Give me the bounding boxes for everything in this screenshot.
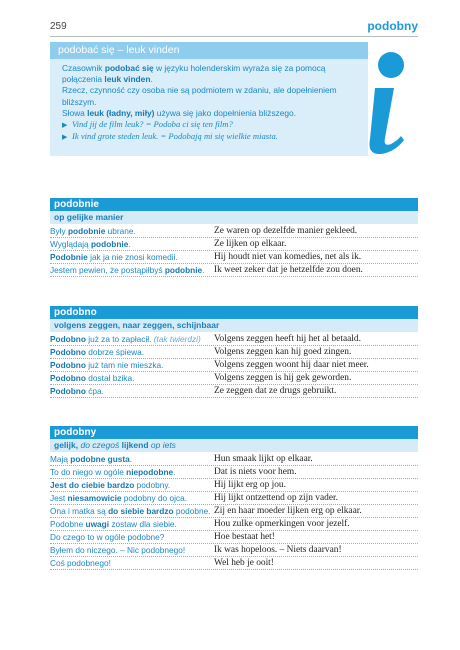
example-row	[50, 466, 418, 479]
text-run: Podobno	[50, 360, 86, 370]
dutch-translation: Hij lijkt ontzettend op zijn vader.	[214, 493, 338, 503]
info-paragraph-3: Słowa leuk (ładny, miły) używa się jako dopełnienia bliższego.	[62, 107, 296, 118]
info-box-title: podobać się – leuk vinden	[50, 42, 368, 59]
text-run: Podobne	[50, 519, 86, 529]
text-run: zostaw dla siebie.	[109, 519, 177, 529]
text-run: .	[173, 467, 176, 477]
text-run: Wyglądają	[50, 239, 91, 249]
dutch-translation: Dat is niets voor hem.	[214, 467, 297, 477]
info-i-icon	[353, 48, 415, 158]
example-row	[50, 385, 418, 398]
example-row	[50, 346, 418, 359]
text-run: podobnie	[90, 239, 129, 249]
polish-example	[50, 466, 214, 478]
entry-subtitle	[50, 211, 418, 225]
dutch-translation: Ze zeggen dat ze drugs gebruikt.	[214, 386, 337, 396]
text-run: podobnie	[164, 265, 203, 275]
running-headword: podobny	[367, 19, 418, 33]
dutch-translation: Hun smaak lijkt op elkaar.	[214, 454, 313, 464]
polish-example	[50, 518, 214, 530]
text-run: ćpa.	[85, 386, 104, 396]
polish-example	[50, 372, 214, 384]
text-run: (tak twierdzi)	[153, 334, 201, 344]
text-run: podobny.	[134, 480, 171, 490]
polish-example	[50, 264, 214, 276]
example-row	[50, 531, 418, 544]
text-run: Jestem pewien, że postąpiłbyś	[50, 265, 165, 275]
entry-podobnie	[50, 198, 418, 277]
text-run: Były	[50, 226, 68, 236]
polish-example	[50, 453, 214, 465]
polish-example	[50, 238, 214, 250]
entry-podobno	[50, 306, 418, 398]
text-run: volgens zeggen, naar zeggen, schijnbaar	[54, 320, 220, 330]
page-number: 259	[50, 21, 67, 32]
example-row	[50, 518, 418, 531]
text-run: Jest do ciebie bardzo	[50, 480, 135, 490]
dutch-translation: Hou zulke opmerkingen voor jezelf.	[214, 519, 350, 529]
dutch-translation: Ik was hopeloos. – Niets daarvan!	[214, 545, 342, 555]
polish-example	[50, 346, 214, 358]
example-row	[50, 492, 418, 505]
text-run: Podobno	[50, 334, 86, 344]
text-run: Podobno	[50, 386, 86, 396]
dutch-translation: Volgens zeggen kan hij goed zingen.	[214, 347, 352, 357]
polish-example	[50, 544, 214, 556]
example-row	[50, 372, 418, 385]
entry-title: podobny	[50, 426, 418, 439]
entry-podobny	[50, 426, 418, 570]
entry-subtitle	[50, 319, 418, 333]
grammar-info-box	[50, 42, 368, 156]
example-row	[50, 557, 418, 570]
text-run: podobne	[70, 454, 106, 464]
text-run: Do czego to w ogóle podobne?	[50, 532, 165, 542]
dutch-translation: Wel heb je ooit!	[214, 558, 274, 568]
header-rule	[50, 36, 418, 37]
polish-example	[50, 505, 214, 517]
text-run: do siebie bardzo	[108, 506, 174, 516]
text-run: Mają	[50, 454, 71, 464]
text-run: .	[128, 239, 131, 249]
dutch-translation: Hij lijkt erg op jou.	[214, 480, 286, 490]
dutch-translation: Volgens zeggen heeft hij het al betaald.	[214, 334, 361, 344]
info-paragraph-2: Rzecz, czynność czy osoba nie są podmiotem w zdaniu, ale dopełnieniem bliższym.	[62, 85, 337, 107]
example-row	[50, 238, 418, 251]
text-run: Ona i matka są	[50, 506, 109, 516]
dutch-translation: Volgens zeggen is hij gek geworden.	[214, 373, 352, 383]
text-run: już za to zapłacił.	[85, 334, 154, 344]
info-paragraph-1: Czasownik podobać się w języku holenderskim wyraża się za pomocą połączenia leuk vinden.	[62, 63, 326, 85]
polish-example	[50, 385, 214, 397]
text-run: uwagi	[85, 519, 110, 529]
example-row	[50, 544, 418, 557]
text-run: dobrze śpiewa.	[85, 347, 145, 357]
text-run: podobnie	[67, 226, 106, 236]
dutch-translation: Ze lijken op elkaar.	[214, 239, 287, 249]
text-run: jak ja nie znosi komedii.	[87, 252, 178, 262]
info-example-2: ▶ Ik vind grote steden leuk. = Podobają mi się wielkie miasta.	[62, 131, 360, 143]
triangle-bullet-icon: ▶	[62, 133, 68, 142]
text-run: Byłem do niczego. – Nic podobnego!	[50, 545, 186, 555]
dutch-translation: Zij en haar moeder lijken erg op elkaar.	[214, 506, 362, 516]
polish-example	[50, 492, 214, 504]
example-row	[50, 505, 418, 518]
text-run: niesamowicie	[67, 493, 122, 503]
dutch-translation: Hij houdt niet van komedies, net als ik.	[214, 252, 362, 262]
text-run: .	[129, 454, 133, 464]
text-run: To do niego w ogóle	[50, 467, 127, 477]
dutch-translation: Ze waren op dezelfde manier gekleed.	[214, 226, 358, 236]
polish-example	[50, 333, 214, 345]
text-run: Podobno	[50, 347, 86, 357]
example-row	[50, 453, 418, 466]
dutch-translation: Volgens zeggen woont hij daar niet meer.	[214, 360, 369, 370]
triangle-bullet-icon: ▶	[62, 121, 68, 130]
text-run: niepodobne	[126, 467, 174, 477]
polish-example	[50, 359, 214, 371]
entry-subtitle	[50, 439, 418, 453]
text-run: podobny do ojca.	[121, 493, 188, 503]
text-run: gusta	[107, 454, 130, 464]
polish-example	[50, 479, 214, 491]
example-row	[50, 333, 418, 346]
text-run: już tam nie mieszka.	[85, 360, 164, 370]
dutch-translation: Ik weet zeker dat je hetzelfde zou doen.	[214, 265, 363, 275]
dutch-translation: Hoe bestaat het!	[214, 532, 275, 542]
example-row	[50, 251, 418, 264]
text-run: do czegoś	[80, 440, 122, 450]
text-run: Podobno	[50, 373, 86, 383]
example-row	[50, 225, 418, 238]
text-run: podobne.	[173, 506, 211, 516]
text-run: Jest	[50, 493, 68, 503]
text-run: dostał bzika.	[85, 373, 135, 383]
text-run: op gelijke manier	[54, 212, 124, 222]
polish-example	[50, 251, 214, 263]
polish-example	[50, 225, 214, 237]
info-example-1: ▶ Vind jij de film leuk? = Podoba ci się ten film?	[62, 119, 360, 131]
example-row	[50, 264, 418, 277]
polish-example	[50, 557, 214, 569]
text-run: gelijk,	[54, 440, 81, 450]
polish-example	[50, 531, 214, 543]
text-run: lijkend	[121, 440, 149, 450]
example-row	[50, 479, 418, 492]
text-run: ubrane.	[105, 226, 136, 236]
example-row	[50, 359, 418, 372]
text-run: Podobnie	[50, 252, 88, 262]
entry-title: podobnie	[50, 198, 418, 211]
text-run: .	[202, 265, 205, 275]
entry-title: podobno	[50, 306, 418, 319]
text-run: Coś podobnego!	[50, 558, 111, 568]
text-run: op iets	[148, 440, 176, 450]
info-box-body	[50, 59, 368, 143]
